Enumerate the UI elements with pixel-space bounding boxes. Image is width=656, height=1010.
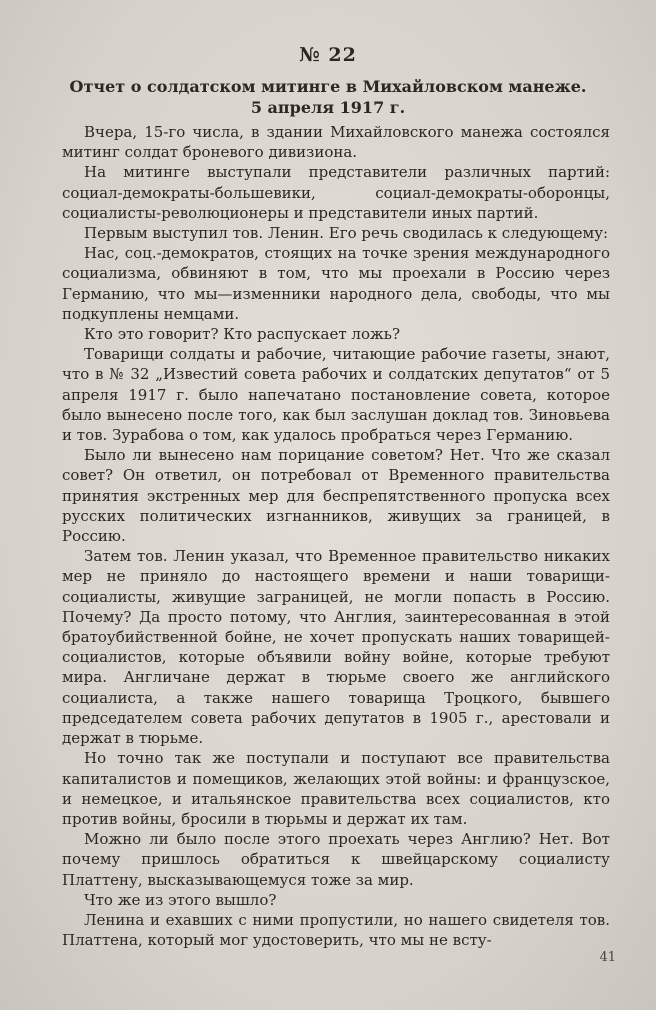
paragraph: Но точно так же поступали и поступают все правительства капиталистов и помещиков, желающих этой войны: и французское, и немецкое, и итальянское правительства всех социалистов, кто против войны, бросили в тюрьмы и держат их там. xyxy=(62,749,610,828)
document-title xyxy=(60,76,596,118)
paragraph: Вчера, 15-го числа, в здании Михайловского манежа состоялся митинг солдат броневого дивизиона. xyxy=(62,123,610,162)
paragraph: Кто это говорит? Кто распускает ложь? xyxy=(84,325,400,344)
page-number: 41 xyxy=(599,950,616,965)
paragraph: Что же из этого вышло? xyxy=(84,890,277,909)
title-line-1: Отчет о солдатском митинге в Михайловском манеже. xyxy=(69,77,587,96)
paragraph: Можно ли было после этого проехать через Англию? Нет. Вот почему пришлось обратиться к швейцарскому социалисту Платтену, высказывающемуся тоже за мир. xyxy=(62,830,610,889)
document-number: № 22 xyxy=(299,44,357,66)
paragraph: Затем тов. Ленин указал, что Временное правительство никаких мер не приняло до настоящего времени и наши товарищи-социалисты, живущие заграницей, не могли попасть в Россию. Почему? Да просто потому, что Англия, заинтересованная в этой братоубийственной бойне, не хочет пропускать наших товарищей-социалистов, которые объявили войну войне, которые требуют мира. Англичане держат в тюрьме своего же английского социалиста, а также нашего товарища Троцкого, бывшего председателем совета рабочих депутатов в 1905 г., арестовали и держат в тюрьме. xyxy=(62,547,610,748)
paragraph: Было ли вынесено нам порицание советом? Нет. Что же сказал совет? Он ответил, он потребовал от Временного правительства принятия экстренных мер для беспрепятственного пропуска всех русских политических изгнанников, живущих за границей, в Россию. xyxy=(62,446,610,546)
paragraph: Ленина и ехавших с ними пропустили, но нашего свидетеля тов. Платтена, который мог удостоверить, что мы не всту- xyxy=(62,910,610,950)
paragraph: На митинге выступали представители различных партий: социал-демократы-большевики, социал-демократы-оборонцы, социалисты-революционеры и представители иных партий. xyxy=(62,163,610,222)
paragraph: Товарищи солдаты и рабочие, читающие рабочие газеты, знают, что в № 32 „Известий совета рабочих и солдатских депутатов“ от 5 апреля 1917 г. было напечатано постановление совета, которое было вынесено после того, как был заслушан доклад тов. Зиновьева и тов. Зурабова о том, как удалось пробраться через Германию. xyxy=(62,345,610,445)
paragraph: Нас, соц.-демократов, стоящих на точке зрения международного социализма, обвиняют в том, что мы проехали в Россию через Германию, что мы—изменники народного дела, свободы, что мы подкуплены немцами. xyxy=(62,244,610,323)
title-line-2: 5 апреля 1917 г. xyxy=(250,98,406,117)
paragraph: Первым выступил тов. Ленин. Его речь сводилась к следующему: xyxy=(84,224,609,243)
document-body xyxy=(62,122,610,950)
